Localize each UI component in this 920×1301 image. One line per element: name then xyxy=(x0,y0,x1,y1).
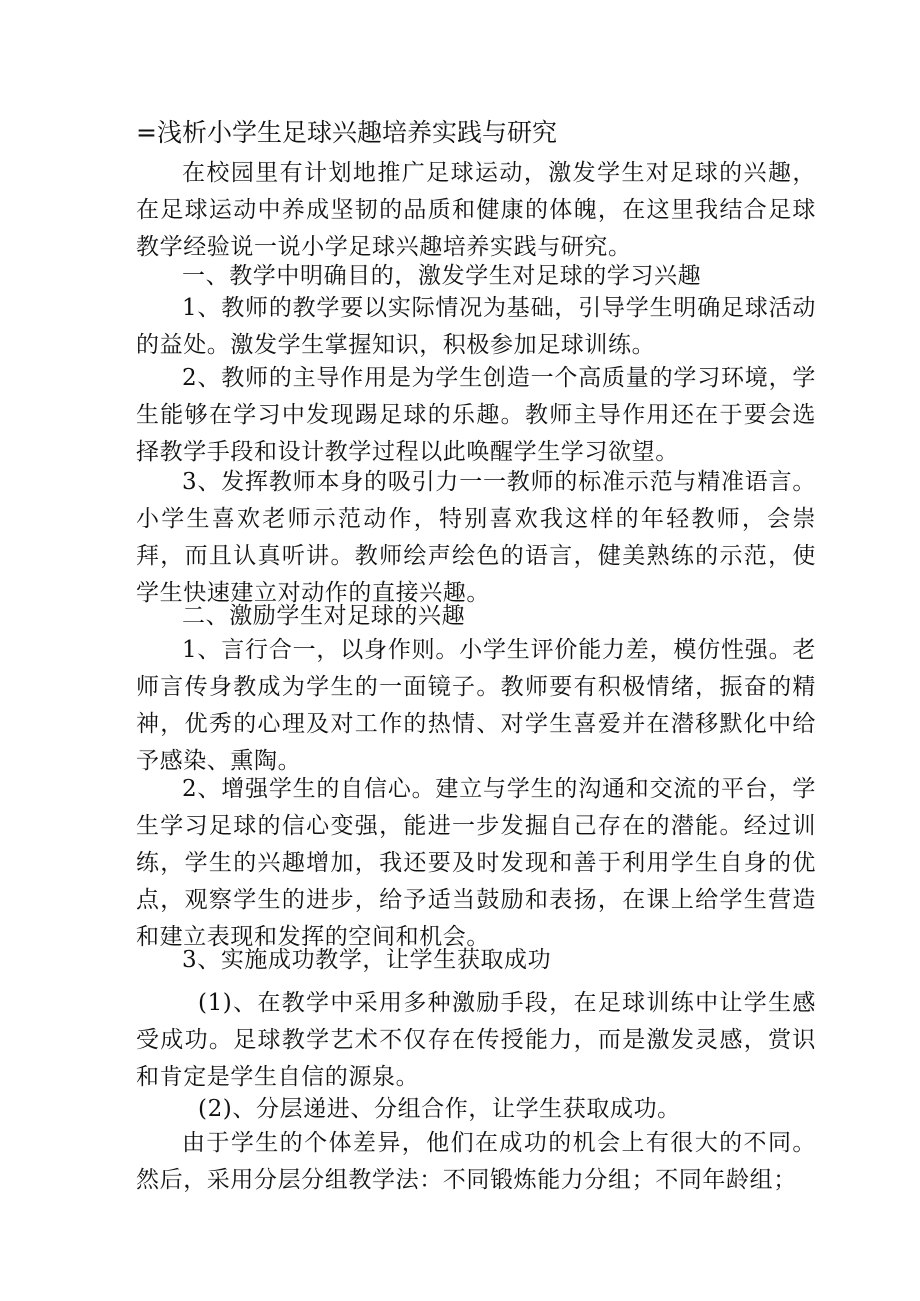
section-heading-2: 二、激励学生对足球的兴趣 xyxy=(182,603,466,629)
paragraph-2-3-2: (2)、分层递进、分组合作，让学生获取成功。 xyxy=(198,1096,681,1122)
paragraph-1-3: 3、发挥教师本身的吸引力一一教师的标准示范与精准语言。小学生喜欢老师示范动作，特别喜欢我这样的年轻教师，会崇拜，而且认真听讲。教师绘声绘色的语言，健美熟练的示范，使学生快速建立对动作的直接兴趣。 xyxy=(136,469,816,606)
paragraph-2-3-1: (1)、在教学中采用多种激励手段，在足球训练中让学生感受成功。足球教学艺术不仅存在传授能力，而是激发灵感，赏识和肯定是学生自信的源泉。 xyxy=(136,990,816,1090)
paragraph-2-3-2-body: 由于学生的个体差异，他们在成功的机会上有很大的不同。然后，采用分层分组教学法：不同锻炼能力分组；不同年龄组； xyxy=(136,1130,816,1193)
paragraph-2-1: 1、言行合一，以身作则。小学生评价能力差，模仿性强。老师言传身教成为学生的一面镜子。教师要有积极情绪，振奋的精神，优秀的心理及对工作的热情、对学生喜爱并在潜移默化中给予感染、熏陶。 xyxy=(136,637,816,774)
section-heading-1: 一、教学中明确目的，激发学生对足球的学习兴趣 xyxy=(182,263,702,289)
paragraph-1-1: 1、教师的教学要以实际情况为基础，引导学生明确足球活动的益处。激发学生掌握知识，积极参加足球训练。 xyxy=(136,295,816,358)
paragraph-intro: 在校园里有计划地推广足球运动，激发学生对足球的兴趣，在足球运动中养成坚韧的品质和健康的体魄，在这里我结合足球教学经验说一说小学足球兴趣培养实践与研究。 xyxy=(136,160,816,260)
document-title: =浅析小学生足球兴趣培养实践与研究 xyxy=(136,118,557,147)
paragraph-1-2: 2、教师的主导作用是为学生创造一个高质量的学习环境，学生能够在学习中发现踢足球的乐趣。教师主导作用还在于要会选择教学手段和设计教学过程以此唤醒学生学习欲望。 xyxy=(136,365,816,465)
paragraph-2-3: 3、实施成功教学，让学生获取成功 xyxy=(182,947,552,973)
paragraph-2-2: 2、增强学生的自信心。建立与学生的沟通和交流的平台，学生学习足球的信心变强，能进一步发掘自己存在的潜能。经过训练，学生的兴趣增加，我还要及时发现和善于利用学生自身的优点，观察学生的进步，给予适当鼓励和表扬，在课上给学生营造和建立表现和发挥的空间和机会。 xyxy=(136,776,816,950)
